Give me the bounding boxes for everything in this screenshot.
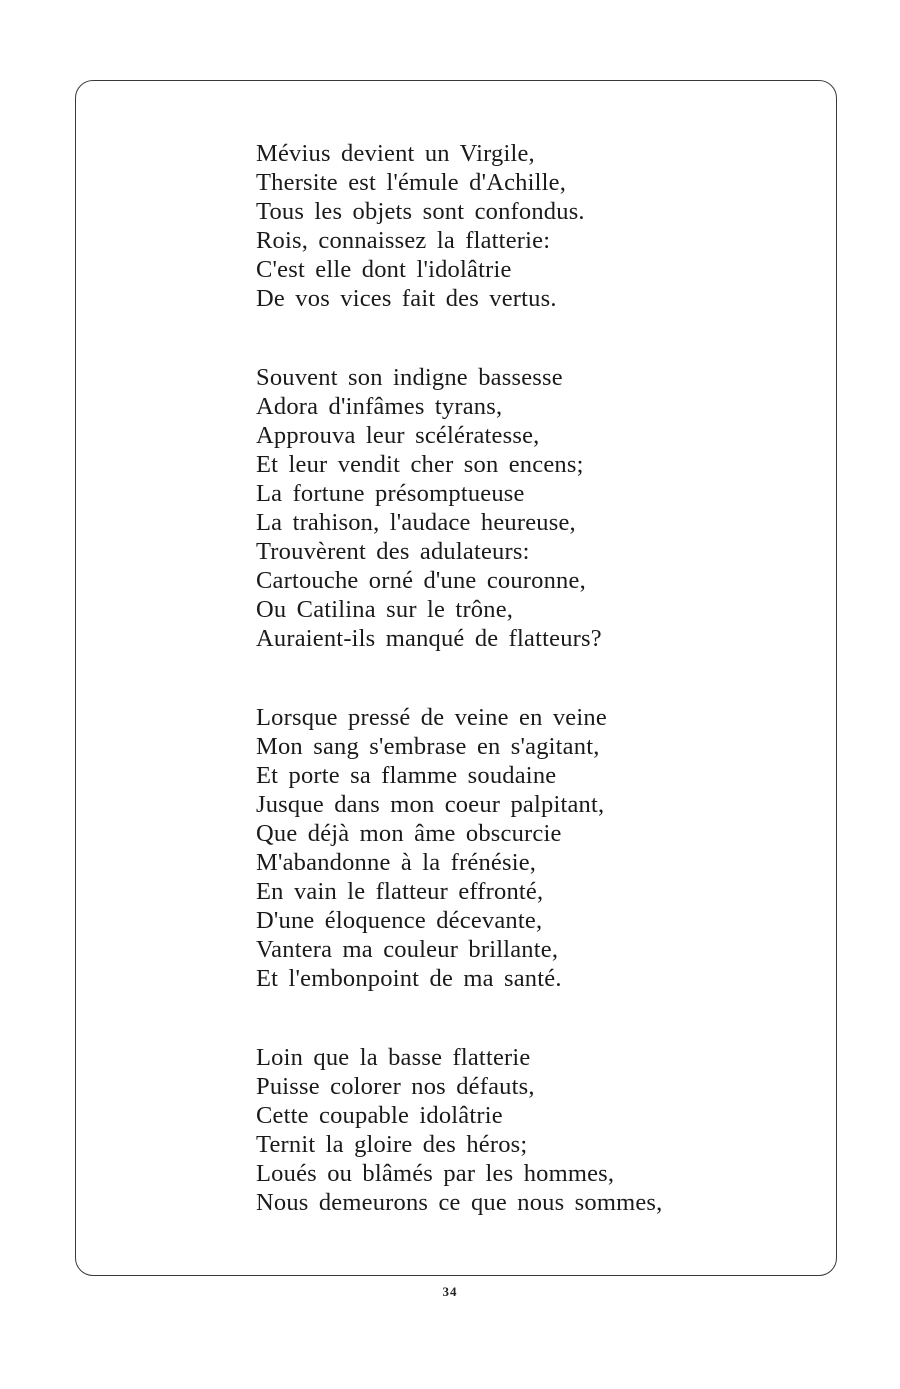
verse-line: Lorsque pressé de veine en veine [256,704,607,731]
verse-line: Nous demeurons ce que nous sommes, [256,1189,663,1216]
stanza-3 [256,703,776,993]
verse-line: En vain le flatteur effronté, [256,878,544,905]
stanza-2 [256,363,776,653]
verse-line: D'une éloquence décevante, [256,907,543,934]
stanza-4 [256,1043,776,1217]
verse-line: Et l'embonpoint de ma santé. [256,965,562,992]
verse-line: Mon sang s'embrase en s'agitant, [256,733,600,760]
stanza-1 [256,139,776,313]
verse-line: Ternit la gloire des héros; [256,1131,528,1158]
verse-line: Thersite est l'émule d'Achille, [256,169,567,196]
verse-line: Trouvèrent des adulateurs: [256,538,530,565]
verse-line: Loués ou blâmés par les hommes, [256,1160,615,1187]
verse-line: Puisse colorer nos défauts, [256,1073,535,1100]
verse-line: La fortune présomptueuse [256,480,525,507]
verse-line: Et porte sa flamme soudaine [256,762,557,789]
verse-line: C'est elle dont l'idolâtrie [256,256,512,283]
verse-line: Vantera ma couleur brillante, [256,936,559,963]
verse-line: De vos vices fait des vertus. [256,285,557,312]
verse-line: M'abandonne à la frénésie, [256,849,537,876]
verse-line: Jusque dans mon coeur palpitant, [256,791,605,818]
verse-line: Que déjà mon âme obscurcie [256,820,562,847]
verse-line: Mévius devient un Virgile, [256,140,535,167]
verse-line: Cartouche orné d'une couronne, [256,567,586,594]
verse-line: Loin que la basse flatterie [256,1044,531,1071]
poem-text [256,139,776,1217]
verse-line: Auraient-ils manqué de flatteurs? [256,625,602,652]
verse-line: La trahison, l'audace heureuse, [256,509,576,536]
verse-line: Approuva leur scélératesse, [256,422,540,449]
verse-line: Ou Catilina sur le trône, [256,596,514,623]
verse-line: Tous les objets sont confondus. [256,198,585,225]
page-number: 34 [442,1284,458,1299]
verse-line: Souvent son indigne bassesse [256,364,563,391]
verse-line: Et leur vendit cher son encens; [256,451,584,478]
verse-line: Rois, connaissez la flatterie: [256,227,551,254]
verse-line: Adora d'infâmes tyrans, [256,393,503,420]
verse-line: Cette coupable idolâtrie [256,1102,503,1129]
